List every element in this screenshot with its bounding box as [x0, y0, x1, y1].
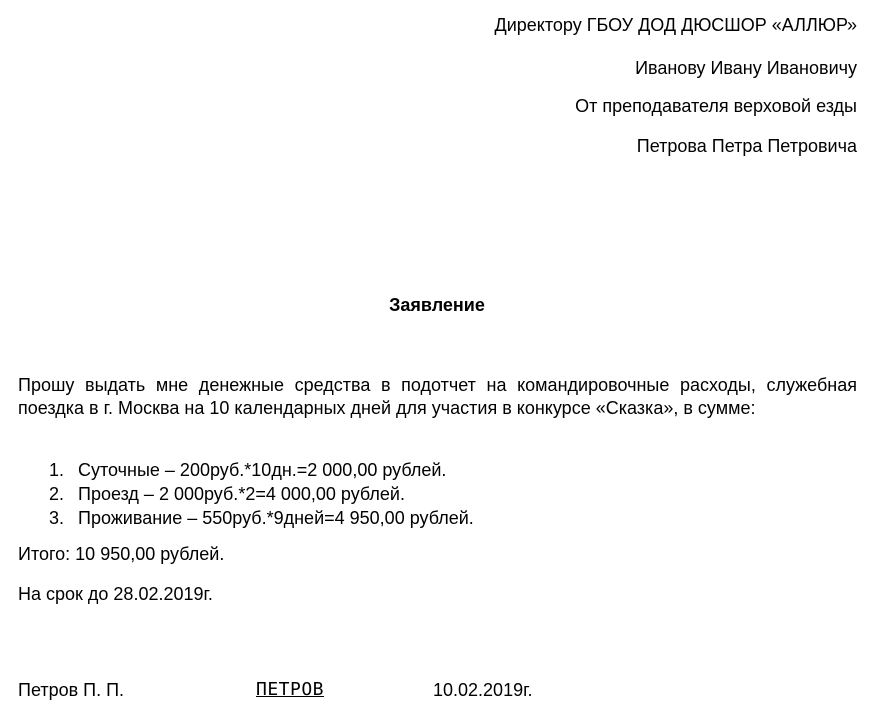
addressee-director: Директору ГБОУ ДОД ДЮСШОР «АЛЛЮР»	[494, 15, 857, 35]
list-item	[49, 506, 474, 530]
list-item	[49, 482, 474, 506]
list-item	[49, 458, 474, 482]
list-item-number: 1.	[49, 460, 65, 480]
signer-name: Петров П. П.	[18, 680, 125, 700]
list-item-text: Проезд – 2 000руб.*2=4 000,00 рублей.	[78, 484, 405, 504]
list-item-number: 2.	[49, 484, 65, 504]
sender-name: Петрова Петра Петровича	[636, 136, 857, 156]
request-paragraph: Прошу выдать мне денежные средства в подотчет на командировочные расходы, служебная поездка в г. Москва на 10 календарных дней для участия в конкурсе «Сказка», в сумме:	[18, 375, 857, 418]
list-item-number: 3.	[49, 508, 65, 528]
signature-date: 10.02.2019г.	[433, 680, 533, 700]
list-item-text: Суточные – 200руб.*10дн.=2 000,00 рублей.	[78, 460, 447, 480]
sender-position: От преподавателя верховой езды	[575, 96, 857, 116]
deadline: На срок до 28.02.2019г.	[18, 584, 213, 604]
expense-list	[49, 458, 474, 530]
document-title: Заявление	[389, 295, 485, 315]
handwritten-signature: ПЕТРОВ	[256, 679, 325, 700]
addressee-name: Иванову Ивану Ивановичу	[635, 58, 857, 78]
list-item-text: Проживание – 550руб.*9дней=4 950,00 рублей.	[78, 508, 474, 528]
total-amount: Итого: 10 950,00 рублей.	[18, 544, 225, 564]
